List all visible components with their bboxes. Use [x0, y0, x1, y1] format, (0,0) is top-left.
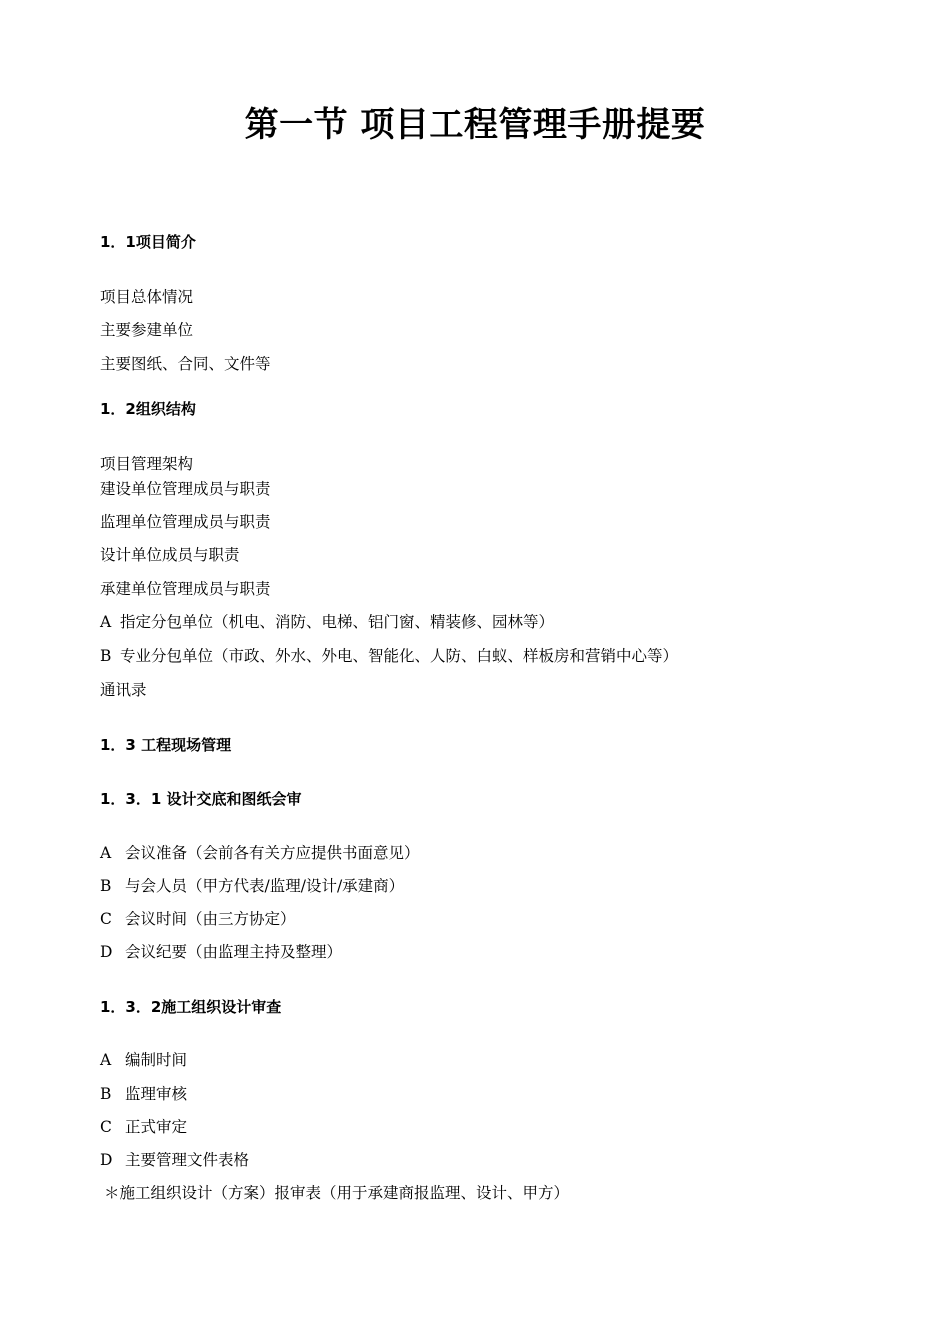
section-heading-1-3-2: 1．3．2施工组织设计审查	[100, 998, 282, 1016]
section-heading-1-3: 1．3 工程现场管理	[100, 736, 232, 754]
section-heading-1-2: 1．2组织结构	[100, 400, 196, 418]
lettered-item	[100, 645, 678, 667]
item-text: 会议准备（会前各有关方应提供书面意见）	[125, 844, 420, 862]
lettered-item	[100, 875, 404, 897]
item-letter: D	[100, 1151, 113, 1169]
section-heading-1-1: 1．1项目简介	[100, 233, 196, 251]
item-text: 与会人员（甲方代表/监理/设计/承建商）	[125, 877, 405, 895]
list-item: 承建单位管理成员与职责	[100, 580, 271, 598]
item-text: 指定分包单位（机电、消防、电梯、铝门窗、精装修、园林等）	[120, 613, 555, 631]
list-item: 设计单位成员与职责	[100, 546, 240, 564]
lettered-item	[100, 908, 296, 930]
item-text: 会议纪要（由监理主持及整理）	[125, 943, 343, 961]
list-item: 监理单位管理成员与职责	[100, 513, 271, 531]
item-letter: C	[100, 910, 112, 928]
item-letter: A	[100, 844, 112, 862]
item-text: 编制时间	[125, 1051, 188, 1069]
lettered-item	[100, 1149, 249, 1171]
item-letter: C	[100, 1118, 112, 1136]
lettered-item	[100, 611, 554, 633]
item-letter: B	[100, 877, 112, 895]
list-item: 主要参建单位	[100, 321, 194, 339]
item-letter: A	[100, 613, 112, 631]
item-text: 会议时间（由三方协定）	[125, 910, 296, 928]
item-text: 监理审核	[125, 1085, 188, 1103]
note-text: ＊施工组织设计（方案）报审表（用于承建商报监理、设计、甲方）	[104, 1184, 570, 1202]
lettered-item	[100, 1049, 187, 1071]
document-title: 第一节 项目工程管理手册提要	[244, 105, 706, 145]
item-letter: A	[100, 1051, 112, 1069]
list-item: 项目总体情况	[100, 288, 194, 306]
item-letter: B	[100, 1085, 112, 1103]
lettered-item	[100, 1083, 187, 1105]
list-item: 通讯录	[100, 681, 147, 699]
list-item: 项目管理架构	[100, 455, 194, 473]
section-heading-1-3-1: 1．3．1 设计交底和图纸会审	[100, 790, 302, 808]
item-letter: B	[100, 647, 112, 665]
lettered-item	[100, 842, 420, 864]
list-item: 主要图纸、合同、文件等	[100, 355, 271, 373]
lettered-item	[100, 941, 342, 963]
item-text: 正式审定	[125, 1118, 188, 1136]
list-item: 建设单位管理成员与职责	[100, 480, 271, 498]
item-text: 主要管理文件表格	[125, 1151, 250, 1169]
item-text: 专业分包单位（市政、外水、外电、智能化、人防、白蚁、样板房和营销中心等）	[120, 647, 679, 665]
lettered-item	[100, 1116, 187, 1138]
item-letter: D	[100, 943, 113, 961]
